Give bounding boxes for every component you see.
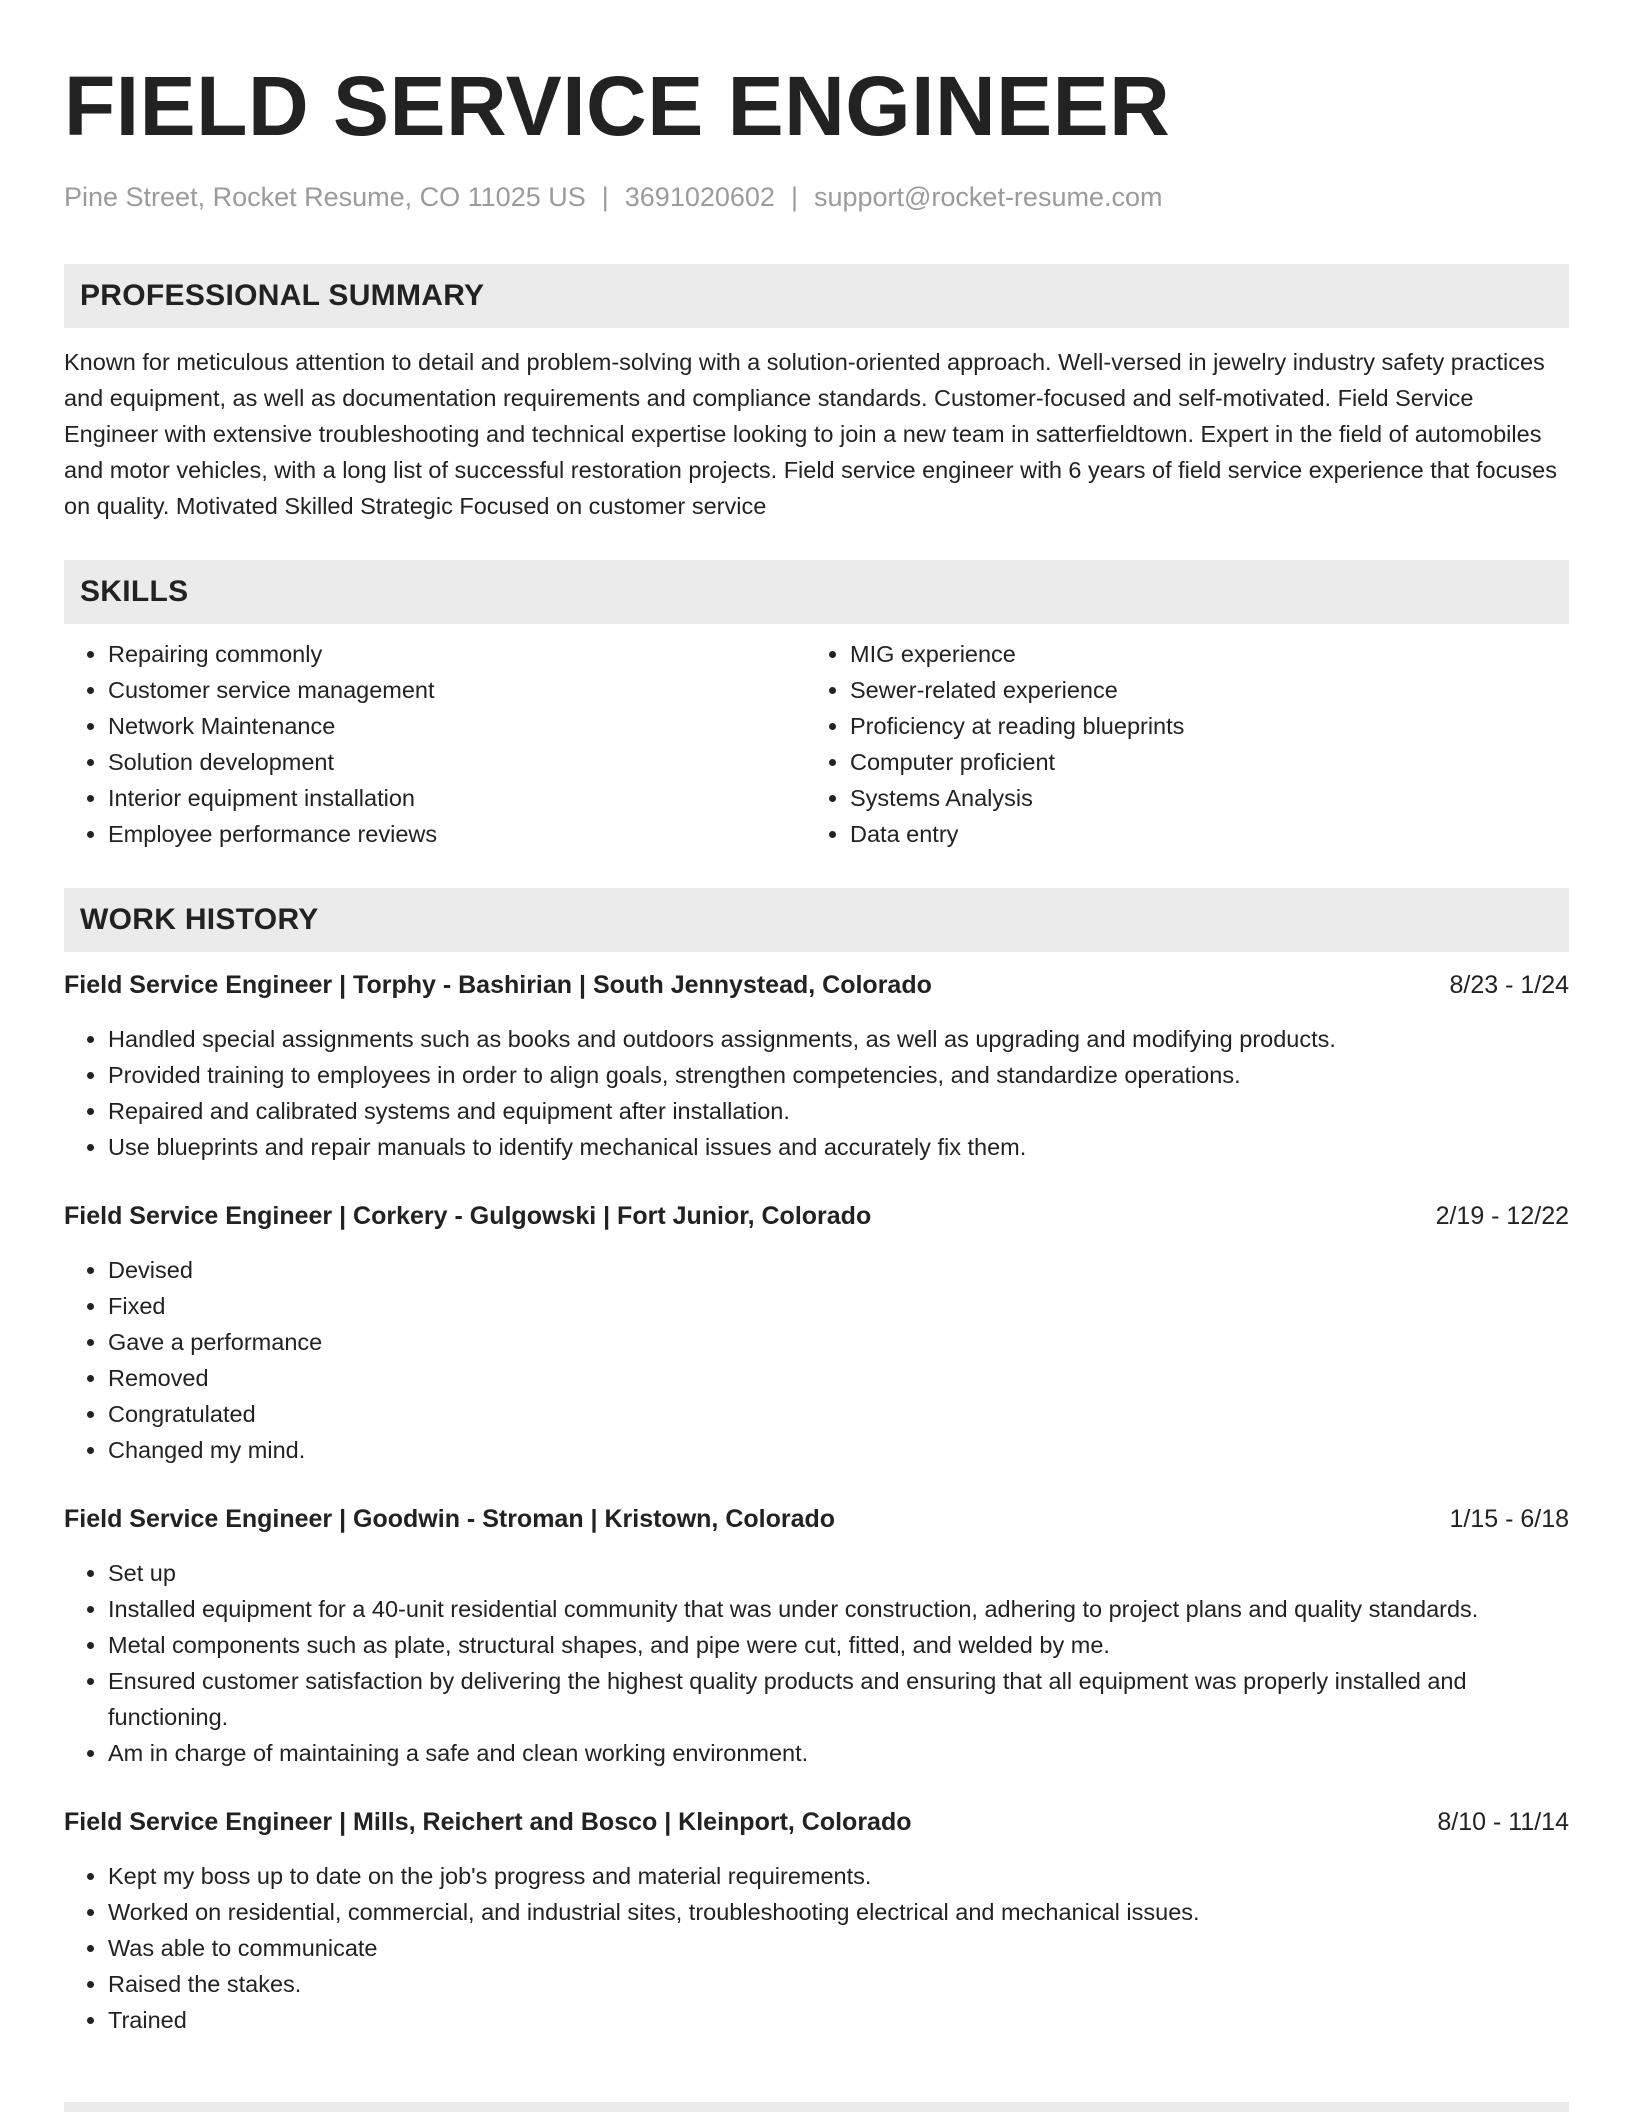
job-bullet: • Worked on residential, commercial, and industrial sites, troubleshooting electrical and mechanical issues. xyxy=(108,1894,1569,1930)
contact-phone: 3691020602 xyxy=(624,182,775,212)
skill-item: • MIG experience xyxy=(850,636,1548,672)
contact-separator: | xyxy=(601,182,609,212)
job-entry xyxy=(64,968,1569,1165)
job-bullet: • Fixed xyxy=(108,1288,1569,1324)
contact-address: Pine Street, Rocket Resume, CO 11025 US xyxy=(64,182,586,212)
skill-item: • Interior equipment installation xyxy=(108,780,806,816)
skill-item: • Proficiency at reading blueprints xyxy=(850,708,1548,744)
job-bullet: • Congratulated xyxy=(108,1396,1569,1432)
job-dates: 1/15 - 6/18 xyxy=(1449,1505,1569,1533)
job-dates: 8/10 - 11/14 xyxy=(1437,1808,1569,1836)
work-history-heading: WORK HISTORY xyxy=(64,888,1569,952)
job-entry xyxy=(64,1805,1569,2038)
job-dates: 2/19 - 12/22 xyxy=(1435,1202,1569,1230)
job-title: Field Service Engineer | Goodwin - Stroman | Kristown, Colorado xyxy=(64,1505,836,1533)
skill-item: • Customer service management xyxy=(108,672,806,708)
job-header xyxy=(64,1502,1569,1536)
job-title: Field Service Engineer | Mills, Reichert and Bosco | Kleinport, Colorado xyxy=(64,1808,912,1836)
job-bullet: • Provided training to employees in order to align goals, strengthen competencies, and standardize operations. xyxy=(108,1057,1569,1093)
job-bullet: • Use blueprints and repair manuals to identify mechanical issues and accurately fix them. xyxy=(108,1129,1569,1165)
job-bullets xyxy=(64,1858,1569,2038)
summary-text: Known for meticulous attention to detail and problem-solving with a solution-oriented approach. Well-versed in jewelry industry safety practices and equipment, as well as documentation requirements and compliance standards. Customer-focused and self-motivated. Field Service Engineer with extensive troubleshooting and technical expertise looking to join a new team in satterfieldtown. Expert in the field of automobiles and motor vehicles, with a long list of successful restoration projects. Field service engineer with 6 years of field service experience that focuses on quality. Motivated Skilled Strategic Focused on customer service xyxy=(64,349,1557,519)
resume-page xyxy=(64,0,1569,2038)
skill-item: • Data entry xyxy=(850,816,1548,852)
job-bullet: • Handled special assignments such as books and outdoors assignments, as well as upgrading and modifying products. xyxy=(108,1021,1569,1057)
job-bullet: • Kept my boss up to date on the job's progress and material requirements. xyxy=(108,1858,1569,1894)
resume-title: FIELD SERVICE ENGINEER xyxy=(64,59,1171,153)
skills-column-right xyxy=(806,636,1548,852)
job-header xyxy=(64,1199,1569,1233)
job-header xyxy=(64,1805,1569,1839)
skills-heading: SKILLS xyxy=(64,560,1569,624)
job-dates: 8/23 - 1/24 xyxy=(1449,971,1569,999)
job-title: Field Service Engineer | Corkery - Gulgowski | Fort Junior, Colorado xyxy=(64,1202,872,1230)
job-bullet: • Raised the stakes. xyxy=(108,1966,1569,2002)
job-header xyxy=(64,968,1569,1002)
job-entry xyxy=(64,1502,1569,1771)
job-bullet: • Was able to communicate xyxy=(108,1930,1569,1966)
job-bullet: • Changed my mind. xyxy=(108,1432,1569,1468)
job-title: Field Service Engineer | Torphy - Bashirian | South Jennystead, Colorado xyxy=(64,971,932,999)
job-bullet: • Am in charge of maintaining a safe and clean working environment. xyxy=(108,1735,1569,1771)
skill-item: • Systems Analysis xyxy=(850,780,1548,816)
contact-line xyxy=(64,180,1569,214)
next-section-heading-edge xyxy=(64,2102,1569,2112)
work-history-list xyxy=(64,968,1569,2038)
job-bullet: • Devised xyxy=(108,1252,1569,1288)
skills-column-left xyxy=(64,636,806,852)
skill-item: • Computer proficient xyxy=(850,744,1548,780)
skill-item: • Solution development xyxy=(108,744,806,780)
job-bullet: • Set up xyxy=(108,1555,1569,1591)
job-bullet: • Trained xyxy=(108,2002,1569,2038)
job-bullets xyxy=(64,1555,1569,1771)
job-bullet: • Ensured customer satisfaction by delivering the highest quality products and ensuring that all equipment was properly installed and functioning. xyxy=(108,1663,1569,1735)
skill-item: • Network Maintenance xyxy=(108,708,806,744)
job-entry xyxy=(64,1199,1569,1468)
job-bullets xyxy=(64,1252,1569,1468)
skill-item: • Employee performance reviews xyxy=(108,816,806,852)
contact-separator: | xyxy=(790,182,798,212)
skill-item: • Sewer-related experience xyxy=(850,672,1548,708)
summary-heading: PROFESSIONAL SUMMARY xyxy=(64,264,1569,328)
job-bullet: • Installed equipment for a 40-unit residential community that was under construction, adhering to project plans and quality standards. xyxy=(108,1591,1569,1627)
job-bullet: • Metal components such as plate, structural shapes, and pipe were cut, fitted, and welded by me. xyxy=(108,1627,1569,1663)
skills-list xyxy=(64,636,1569,852)
skill-item: • Repairing commonly xyxy=(108,636,806,672)
job-bullet: • Gave a performance xyxy=(108,1324,1569,1360)
contact-email: support@rocket-resume.com xyxy=(813,182,1163,212)
job-bullet: • Removed xyxy=(108,1360,1569,1396)
job-bullet: • Repaired and calibrated systems and equipment after installation. xyxy=(108,1093,1569,1129)
job-bullets xyxy=(64,1021,1569,1165)
